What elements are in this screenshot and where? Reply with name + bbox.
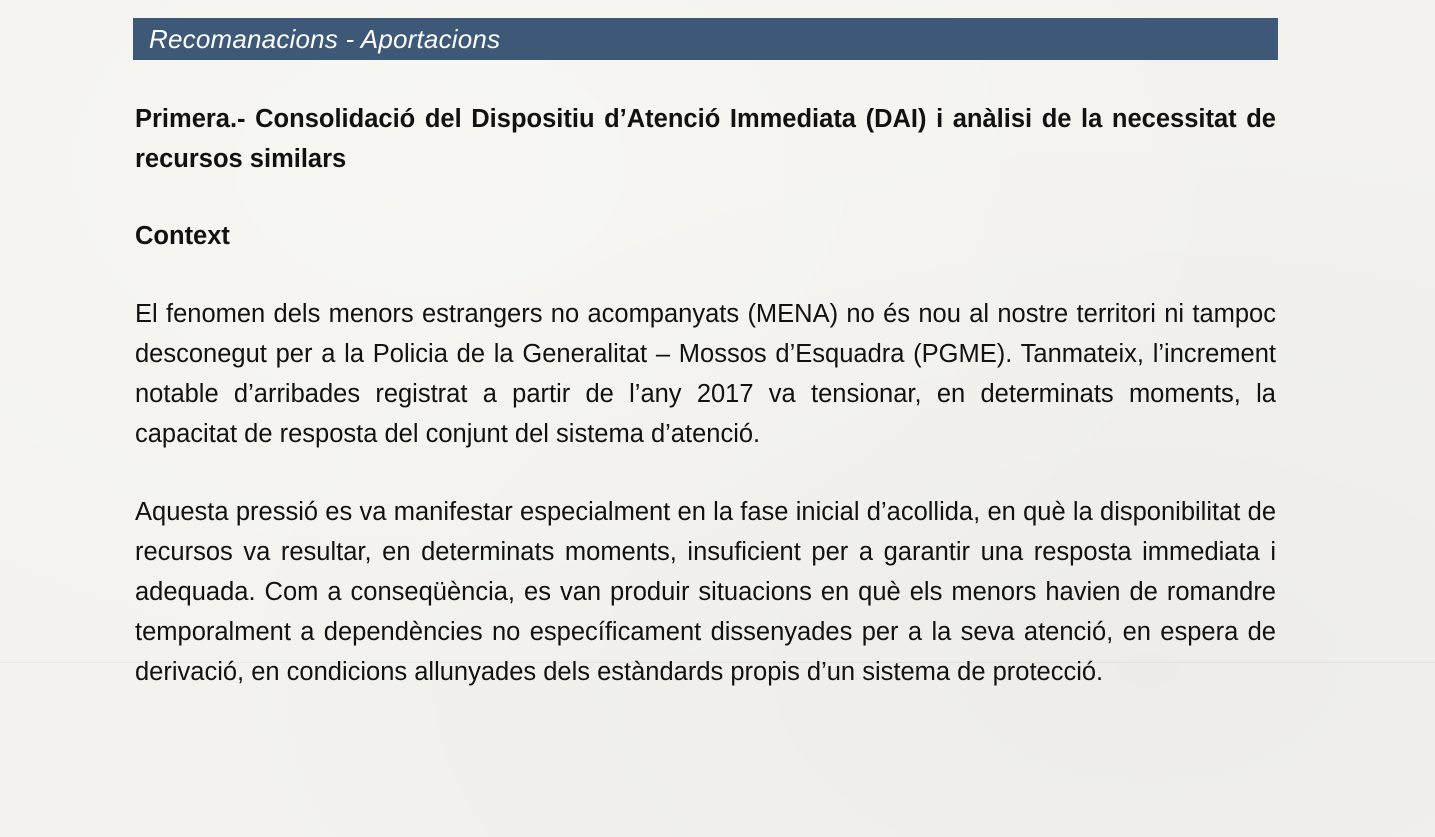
context-paragraph-1: El fenomen dels menors estrangers no acompanyats (MENA) no és nou al nostre territori ni tampoc desconegut per a la Policia de la Generalitat – Mossos d’Esquadra (PGME). Tanmateix, l’increment notable d’arribades registrat a partir de l’any 2017 va tensionar, en determinats moments, la capacitat de resposta del conjunt del sistema d’atenció. <box>135 300 1276 448</box>
context-paragraph-2: Aquesta pressió es va manifestar especialment en la fase inicial d’acollida, en què la disponibilitat de recursos va resultar, en determinats moments, insuficient per a garantir una resposta immediata i adequada. Com a conseqüència, es van produir situacions en què els menors havien de romandre temporalment a dependències no específicament dissenyades per a la seva atenció, en espera de derivació, en condicions allunyades dels estàndards propis d’un sistema de protecció. <box>135 498 1276 686</box>
context-heading: Context <box>135 222 230 250</box>
document-body <box>135 99 1276 692</box>
recommendation-title: Primera.- Consolidació del Dispositiu d’Atenció Immediata (DAI) i anàlisi de la necessitat de recursos similars <box>135 105 1276 173</box>
section-header-bar <box>133 18 1278 60</box>
section-header-title: Recomanacions - Aportacions <box>149 23 501 54</box>
